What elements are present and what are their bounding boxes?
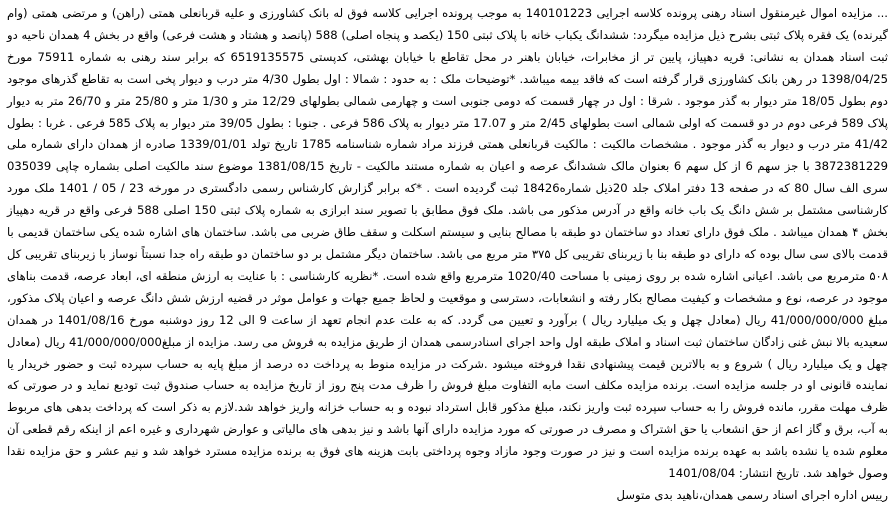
- notice-body-text: ‫... مزایده اموال غیرمنقول اسناد رهنی پرونده کلاسه اجرایی 140101223 به موجب پرونده اجرایی کلاسه فوق له بانک کشاورزی و علیه قربانعلی همتی (راهن) و مرتضی همتی (وام گیرنده) یک فقره پلاک ثبتی بشرح ذیل مزایده میگردد: ششدانگ یکباب خانه با پلاک ثبتی 150 (یکصد و پنجاه اصلی) 588 (پانصد و هشتاد و هشت فرعی) واقع در بخش 4 همدان ناحیه دو ثبت اسناد همدان به نشانی: قریه دهپیاز، پایین تر از مخابرات، خیابان باهنر در محل تقاطع با خیابان بهشتی، کدپستی 6519135575 که برابر سند رهنی به شماره 75911 مورخ 1398/04/25 در رهن بانک کشاورزی قرار گرفته است که فاقد بیمه میباشد. *توضیحات ملک : به حدود : شمالا : اول بطول 4/30 متر درب و دیوار پخی است به تقاطع گذرهای موجود دوم بطول 18/05 متر دیوار به گذر موجود . شرقا : اول در چهار قسمت که دومی جنوبی است و چهارمی شمالی بطولهای 12/29 متر و 1/30 متر و 25/80 متر و 26/70 متر به دیوار پلاک 589 فرعی دوم در دو قسمت که اولی شمالی است بطولهای 2/45 متر و 17.07 متر دیوار به پلاک 586 فرعی . جنوبا : بطول 39/05 متر دیوار به پلاک 585 فرعی . غربا : بطول 41/42 متر درب و دیوار به گذر موجود . مشخصات مالکیت : مالکیت قربانعلی همتی فرزند مراد شماره شناسنامه 1785 تاریخ تولد 1339/01/01 صادره از همدان دارای شماره ملی 3872381229 با جز سهم 6 از کل سهم 6 بعنوان مالک ششدانگ عرصه و اعیان به شماره مستند مالکیت - تاریخ 1381/08/15 موضوع سند مالکیت اصلی بشماره چاپی 035039 سری الف سال 80 که در صفحه 13 دفتر املاک جلد 20ذیل شماره18426 ثبت گردیده است . *که برابر گزارش کارشناس رسمی دادگستری در مورخه 23 / 05 / 1401 ملک مورد کارشناسی مشتمل بر شش دانگ یک باب خانه واقع در آدرس مذکور می باشد. ملک فوق مطابق با تصویر سند ابرازی به شماره پلاک ثبتی 150 اصلی 588 فرعی واقع در قریه دهپیاز بخش ۴ همدان میباشد . ملک فوق دارای تعداد دو ساختمان دو طبقه با مصالح بنایی و سیستم اسکلت و سقف طاق ضربی می باشد. ساختمان های اشاره شده یکی ساختمان قدیمی با قدمت بالای سی سال بوده که دارای دو طبقه بنا با زیربنای تقریبی کل ۳۷۵ متر مربع می باشد. ساختمان دیگر مشتمل بر دو ساختمان دو طبقه راه جدا نسبتاً نوساز با زیربنای تقریبی کل ۵۰۸ مترمربع می باشد. اعیانی اشاره شده بر روی زمینی با مساحت 1020/40 مترمربع واقع شده است. *نظریه کارشناسی : با عنایت به ارزش منطقه ای، ابعاد عرصه، قدمت بناهای موجود در عرصه، نوع و مشخصات و کیفیت مصالح بکار رفته و انشعابات، دسترسی و موقعیت و لحاظ جمیع جهات و عوامل موثر در قضیه ارزش شش دانگ عرصه و اعیان پلاک مذکور، مبلغ 41/000/000/000 ریال (معادل چهل و یک میلیارد ریال ) برآورد و تعیین می گردد. که به علت عدم انجام تعهد از ساعت 9 الی 12 روز دوشنبه مورخ 1401/08/16 در همدان سعیدیه بالا نبش غنی زادگان ساختمان ثبت اسناد و املاک طبقه اول واحد اجرای اسنادرسمی همدان از طریق مزایده به فروش می رسد. مزایده از مبلغ41/000/000/000 ریال (معادل چهل و یک میلیارد ریال ) شروع و به بالاترین قیمت پیشنهادی نقدا فروخته میشود .شرکت در مزایده منوط به پرداخت ده درصد از مبلغ پایه به حساب سپرده ثبت و حضور خریدار یا نماینده قانونی او در جلسه مزایده است. برنده مزایده مکلف است مابه التفاوت مبلغ فروش را ظرف مدت پنج روز از تاریخ مزایده به حساب صندوق ثبت تودیع نماید و در صورتی که ظرف مهلت مقرر، مانده فروش را به حساب سپرده ثبت واریز نکند، مبلغ مذکور قابل استرداد نبوده و به حساب خزانه واریز خواهد شد.لازم به ذکر است که پرداخت بدهی های مربوط به آب، برق و گاز اعم از حق انشعاب یا حق اشتراک و مصرف در صورتی که مورد مزایده دارای آنها باشد و نیز بدهی های مالیاتی و عوارض شهرداری و غیره اعم از اینکه رقم قطعی آن معلوم شده یا نشده باشد به عهده برنده مزایده است و نیز در صورت وجود مازاد وجوه پرداختی بابت هزینه های فوق به برنده مزایده مسترد خواهد شد و نیم عشر و حق مزایده نقدا وصول خواهد شد. تاریخ انتشار: 1401/08/04‬: [7, 6, 889, 481]
- notice-signature: ‫رییس اداره اجرای اسناد رسمی همدان،ناهید بدی متوسل‬: [616, 487, 888, 502]
